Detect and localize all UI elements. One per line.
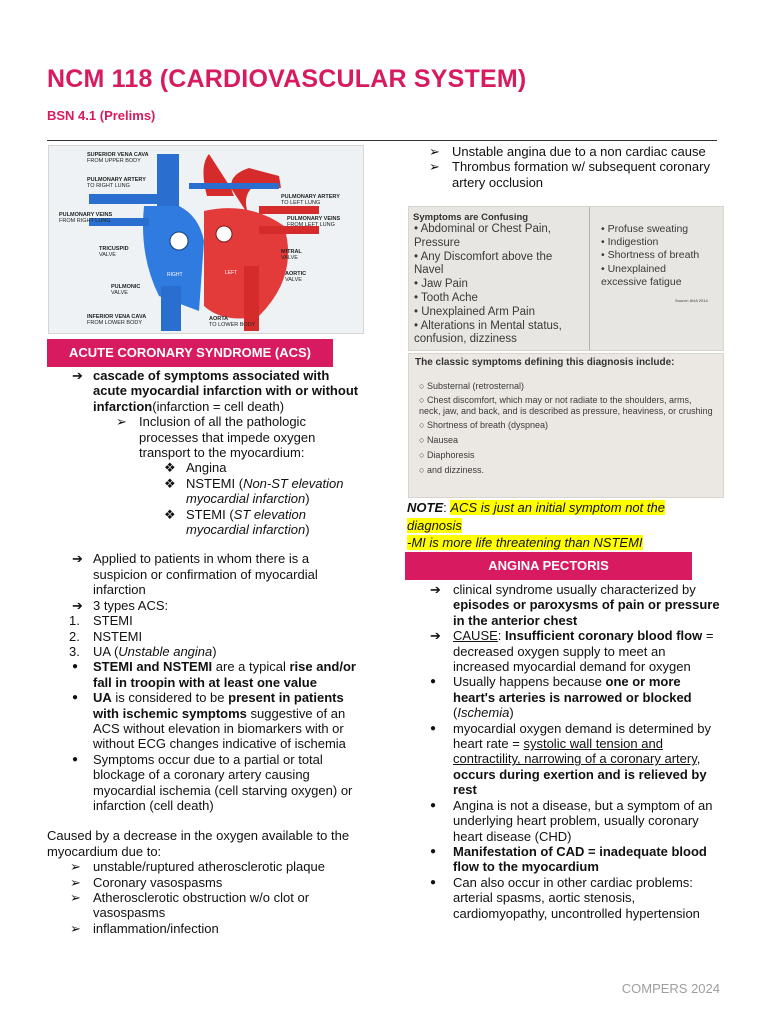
acs-bullet-ua: ● UA is considered to be present in patients with ischemic symptoms suggestive of an ACS without elevation in biomarkers with or without ECG changes indicative of ischemia (72, 690, 346, 752)
label-tricuspid: TRICUSPID VALVE (99, 246, 129, 258)
acs-item-definition: ➔ cascade of symptoms associated with acute myocardial infarction with or without infarction(infarction = cell death) (72, 368, 359, 414)
label-ivc: INFERIOR VENA CAVA FROM LOWER BODY (87, 314, 147, 326)
footer-text: COMPERS 2024 (621, 981, 720, 996)
acs-heading: ACUTE CORONARY SYNDROME (ACS) (47, 339, 333, 367)
label-pv-right: PULMONARY VEINS FROM RIGHT LUNG (59, 212, 113, 224)
acs-item-applied: ➔ Applied to patients in whom there is a suspicion or confirmation of myocardial infarction (72, 551, 318, 598)
arrow-icon: ➔ (72, 368, 83, 383)
diamond-icon: ❖ (164, 475, 176, 491)
label-pv-left: PULMONARY VEINS FROM LEFT LUNG (287, 216, 341, 228)
arrow-icon: ➔ (72, 551, 83, 567)
page-title: NCM 118 (CARDIOVASCULAR SYSTEM) (47, 65, 527, 93)
angina-bullet-cad: ● Manifestation of CAD = inadequate blood flow to the myocardium (430, 843, 707, 875)
page-subtitle: BSN 4.1 (Prelims) (47, 108, 156, 123)
note-line-2: -MI is more life threatening than NSTEMI (407, 535, 643, 550)
angina-item-cause: ➔ CAUSE: Insufficient coronary blood flow = decreased oxygen supply to meet an increased myocardial demand for oxygen (430, 628, 714, 675)
acs-left-column (47, 368, 363, 936)
header-divider (47, 140, 717, 141)
acs-bullet-stemi-nstemi: ● STEMI and NSTEMI are a typical rise and/or fall in troopin with at least one value (72, 659, 356, 690)
heart-illustration (49, 146, 363, 333)
triangle-icon: ➢ (70, 920, 81, 936)
acs-sub-item: ➢ Inclusion of all the pathologic processes that impede oxygen transport to the myocardium: (116, 414, 316, 461)
symptoms-confusing-image (408, 206, 724, 351)
classic-symptoms-list: ○ Substernal (retrosternal) ○ Chest discomfort, which may or not radiate to the shoulders, arms, neck, jaw, and back, and is described as pressure, heaviness, or crushing ○ Shortness of breath (dyspnea) ○ Nausea ○ Diaphoresis ○ and dizziness. (419, 381, 713, 475)
diamond-icon: ❖ (164, 506, 176, 522)
svg-text:RIGHT: RIGHT (167, 272, 183, 278)
acs-cause-item: ➢ Thrombus formation w/ subsequent coronary artery occlusion (429, 159, 710, 190)
triangle-icon: ➢ (429, 144, 440, 159)
acs-type-stemi: ❖ STEMI (ST elevation myocardial infarction) (164, 506, 310, 538)
acs-cause-item: ➢ Coronary vasospasms (70, 874, 223, 890)
symptoms-source: Source: AHA 2014 (675, 298, 708, 303)
triangle-icon: ➢ (429, 159, 440, 175)
angina-column (407, 582, 721, 921)
angina-item-syndrome: ➔ clinical syndrome usually characterized by episodes or paroxysms of pain or pressure in the anterior chest (430, 582, 720, 628)
acs-type-nstemi: ❖ NSTEMI (Non-ST elevation myocardial infarction) (164, 475, 344, 507)
acs-causes-continued (406, 144, 722, 190)
angina-bullet-demand: ● myocardial oxygen demand is determined by heart rate = systolic wall tension and contractility, narrowing of a coronary artery, occurs during exertion and is relieved by rest (430, 720, 711, 798)
triangle-icon: ➢ (70, 859, 81, 875)
acs-numbered-3: 3. UA (Unstable angina) (69, 643, 217, 659)
acs-cause-intro: Caused by a decrease in the oxygen available to the myocardium due to: (47, 828, 350, 859)
label-pa-left: PULMONARY ARTERY TO LEFT LUNG (281, 194, 340, 206)
acs-bullet-symptoms: ● Symptoms occur due to a partial or total blockage of a coronary artery causing myocardial ischemia (cell starving oxygen) or infarction (cell death) (72, 751, 353, 813)
classic-image-title: The classic symptoms defining this diagnosis include: (415, 357, 675, 368)
note-block: NOTE: ACS is just an initial symptom not the diagnosis -MI is more life threatening than NSTEMI (407, 500, 665, 550)
acs-numbered-2: 2. NSTEMI (69, 628, 143, 644)
acs-type-angina: ❖ Angina (164, 460, 227, 476)
angina-bullet-other: ● Can also occur in other cardiac problems: arterial spasms, aortic stenosis, cardiomyopathy, uncontrolled hypertension (430, 874, 700, 921)
triangle-icon: ➢ (70, 874, 81, 890)
note-label: NOTE (407, 500, 444, 515)
angina-bullet-blocked: ● Usually happens because one or more heart's arteries is narrowed or blocked (Ischemia) (430, 674, 692, 721)
heart-diagram-image (48, 145, 364, 334)
angina-bullet-not-disease: ● Angina is not a disease, but a symptom of an underlying heart problem, usually coronary heart disease (CHD) (430, 797, 713, 844)
triangle-icon: ➢ (116, 414, 127, 430)
label-pa-right: PULMONARY ARTERY TO RIGHT LUNG (87, 177, 146, 189)
diamond-icon: ❖ (164, 460, 176, 476)
image-divider (589, 207, 590, 350)
arrow-icon: ➔ (430, 628, 441, 644)
bullet-icon: ● (72, 661, 79, 673)
acs-cause-item: ➢ inflammation/infection (70, 920, 219, 936)
bullet-icon: ● (430, 799, 437, 811)
bullet-icon: ● (72, 692, 79, 704)
label-aortic: AORTIC VALVE (285, 271, 307, 283)
svg-text:LEFT: LEFT (225, 270, 238, 276)
symptoms-image-title: Symptoms are Confusing (413, 212, 529, 223)
acs-cause-item: ➢ Atherosclerotic obstruction w/o clot or vasospasms (70, 890, 310, 921)
bullet-icon: ● (430, 676, 437, 688)
bullet-icon: ● (430, 845, 437, 857)
bullet-icon: ● (72, 753, 79, 765)
triangle-icon: ➢ (70, 890, 81, 905)
classic-symptoms-image (408, 353, 724, 498)
label-svc: SUPERIOR VENA CAVA FROM UPPER BODY (87, 152, 149, 164)
acs-cause-item: ➢ unstable/ruptured atherosclerotic plaque (70, 859, 325, 875)
bullet-icon: ● (430, 876, 437, 888)
acs-numbered-1: 1. STEMI (69, 613, 133, 629)
angina-heading: ANGINA PECTORIS (405, 552, 692, 580)
arrow-icon: ➔ (72, 597, 83, 613)
label-aorta: AORTA TO LOWER BODY (209, 316, 256, 328)
note-line-1: ACS is just an initial symptom not the diagnosis (407, 500, 665, 533)
acs-item-types: ➔ 3 types ACS: (72, 597, 169, 613)
symptoms-right-list: • Profuse sweating • Indigestion • Shortness of breath • Unexplained excessive fatigue (601, 223, 700, 288)
symptoms-left-list: • Abdominal or Chest Pain, Pressure • Any Discomfort above the Navel • Jaw Pain • Tooth Ache • Unexplained Arm Pain • Alterations in Mental status, confusion, dizziness (414, 223, 562, 346)
label-pulmonic: PULMONIC VALVE (111, 284, 141, 296)
acs-cause-item: ➢ Unstable angina due to a non cardiac cause (429, 144, 706, 159)
arrow-icon: ➔ (430, 582, 441, 597)
label-mitral: MITRAL VALVE (281, 249, 302, 261)
bullet-icon: ● (430, 722, 437, 734)
